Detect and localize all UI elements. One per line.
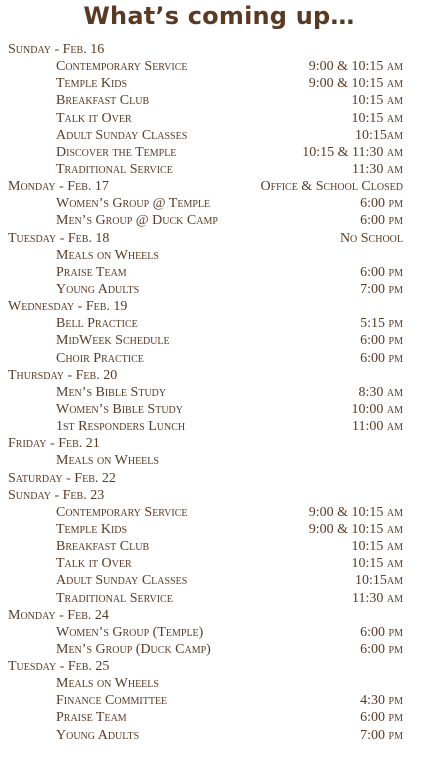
day-header [0,487,438,504]
day-label: Monday - Feb. 17 [8,179,109,195]
event-row [0,212,438,229]
day-header [0,298,438,315]
event-row [0,161,438,178]
day-header [0,470,438,487]
event-name: Finance Committee [56,693,168,709]
event-name: Traditional Service [56,590,173,606]
event-row [0,572,438,589]
event-time: 9:00 & 10:15 am [308,76,403,92]
day-header [0,367,438,384]
event-name: Adult Sunday Classes [56,127,188,143]
event-row [0,521,438,538]
event-row [0,195,438,212]
schedule-list [0,41,438,744]
event-time: 6:00 pm [360,213,403,229]
event-time: 10:15am [354,127,403,143]
day-header [0,658,438,675]
event-row [0,709,438,726]
event-time: 10:15 & 11:30 am [302,144,403,160]
day-label: Tuesday - Feb. 18 [8,230,110,246]
day-header [0,230,438,247]
event-time: 6:00 pm [360,710,403,726]
event-name: Temple Kids [56,76,128,92]
event-name: Traditional Service [56,161,173,177]
event-row [0,555,438,572]
event-name: Temple Kids [56,521,128,537]
event-name: Bell Practice [56,316,138,332]
event-name: Meals on Wheels [56,676,159,692]
event-time: 6:00 pm [360,333,403,349]
event-row [0,247,438,264]
event-row [0,418,438,435]
day-header [0,435,438,452]
event-time: 8:30 am [358,384,403,400]
event-time: 10:15 am [351,539,403,555]
day-label: Monday - Feb. 24 [8,607,109,623]
day-label: Wednesday - Feb. 19 [8,299,128,315]
event-row [0,315,438,332]
event-name: Discover the Temple [56,144,177,160]
event-name: Breakfast Club [56,539,150,555]
event-row [0,538,438,555]
day-header [0,41,438,58]
event-time: 10:15 am [351,93,403,109]
event-name: Men’s Group (Duck Camp) [56,641,211,657]
event-time: 9:00 & 10:15 am [308,59,403,75]
day-note: Office & School Closed [260,179,403,195]
event-row [0,675,438,692]
event-name: Choir Practice [56,350,144,366]
event-time: 11:30 am [352,161,403,177]
event-row [0,144,438,161]
day-label: Thursday - Feb. 20 [8,367,118,383]
event-time: 10:00 am [351,401,403,417]
event-row [0,727,438,744]
event-time: 6:00 pm [360,624,403,640]
day-note: No School [339,230,403,246]
day-label: Sunday - Feb. 23 [8,487,105,503]
event-name: Contemporary Service [56,504,188,520]
day-label: Sunday - Feb. 16 [8,42,105,57]
event-row [0,590,438,607]
event-name: Men’s Bible Study [56,384,167,400]
event-name: Women’s Group (Temple) [56,624,204,640]
event-time: 7:00 pm [360,281,403,297]
event-time: 6:00 pm [360,196,403,212]
event-time: 7:00 pm [360,727,403,743]
event-row [0,110,438,127]
event-time: 6:00 pm [360,641,403,657]
event-row [0,504,438,521]
event-row [0,624,438,641]
event-row [0,641,438,658]
day-header [0,178,438,195]
event-name: MidWeek Schedule [56,333,170,349]
event-name: Adult Sunday Classes [56,573,188,589]
event-time: 5:15 pm [360,316,403,332]
event-row [0,264,438,281]
day-label: Saturday - Feb. 22 [8,470,116,486]
event-time: 11:30 am [352,590,403,606]
event-time: 10:15 am [351,110,403,126]
event-time: 10:15am [354,573,403,589]
event-name: 1st Responders Lunch [56,419,186,435]
event-row [0,92,438,109]
event-row [0,384,438,401]
event-name: Meals on Wheels [56,453,159,469]
event-name: Contemporary Service [56,59,188,75]
day-label: Friday - Feb. 21 [8,436,100,452]
event-row [0,58,438,75]
event-name: Talk it Over [56,556,132,572]
event-name: Breakfast Club [56,93,150,109]
event-row [0,452,438,469]
event-time: 6:00 pm [360,264,403,280]
event-row [0,692,438,709]
event-time: 6:00 pm [360,350,403,366]
event-row [0,350,438,367]
event-name: Praise Team [56,264,127,280]
event-row [0,127,438,144]
event-name: Talk it Over [56,110,132,126]
event-time: 10:15 am [351,556,403,572]
event-time: 9:00 & 10:15 am [308,521,403,537]
event-name: Men’s Group @ Duck Camp [56,213,218,229]
event-name: Meals on Wheels [56,247,159,263]
event-row [0,75,438,92]
event-name: Women’s Bible Study [56,401,183,417]
event-time: 9:00 & 10:15 am [308,504,403,520]
event-row [0,281,438,298]
event-name: Women’s Group @ Temple [56,196,211,212]
event-time: 11:00 am [352,419,403,435]
event-name: Young Adults [56,727,140,743]
day-header [0,607,438,624]
event-time: 4:30 pm [360,693,403,709]
event-name: Praise Team [56,710,127,726]
event-row [0,332,438,349]
page-title: What’s coming up… [83,2,355,30]
day-label: Tuesday - Feb. 25 [8,659,110,675]
event-name: Young Adults [56,281,140,297]
event-row [0,401,438,418]
